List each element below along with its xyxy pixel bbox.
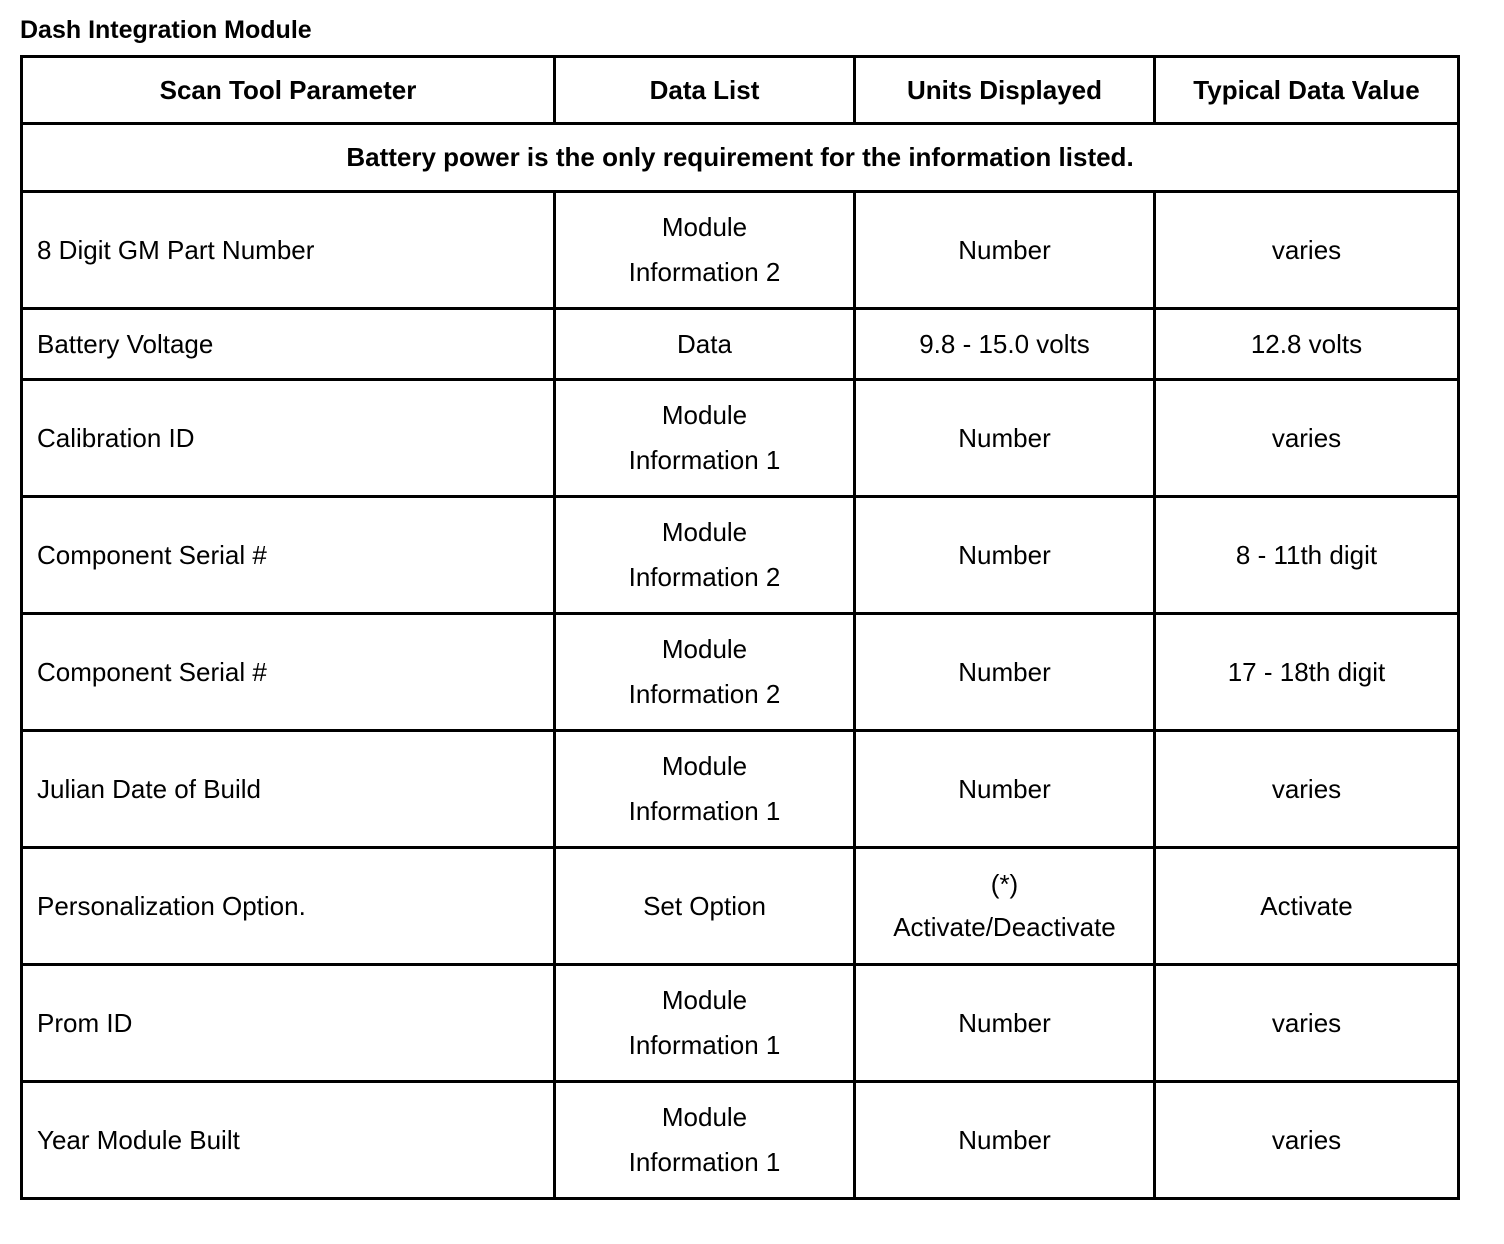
cell-units: Number <box>855 965 1155 1082</box>
header-units-displayed: Units Displayed <box>855 57 1155 124</box>
data-list-line: Module <box>661 751 748 781</box>
cell-parameter: 8 Digit GM Part Number <box>22 192 555 309</box>
note-row <box>22 124 1459 192</box>
cell-data-list <box>555 614 855 731</box>
cell-data-list <box>555 965 855 1082</box>
cell-data-list: Data <box>555 309 855 380</box>
data-list-line: Information 2 <box>628 679 781 709</box>
cell-units: 9.8 - 15.0 volts <box>855 309 1155 380</box>
cell-data-list <box>555 192 855 309</box>
cell-typical: varies <box>1155 380 1459 497</box>
parameter-table <box>20 55 1460 1200</box>
requirement-note: Battery power is the only requirement for the information listed. <box>22 124 1459 192</box>
cell-typical: varies <box>1155 965 1459 1082</box>
cell-units: Number <box>855 614 1155 731</box>
data-list-line: Module <box>661 517 748 547</box>
cell-typical: 17 - 18th digit <box>1155 614 1459 731</box>
table-header-row <box>22 57 1459 124</box>
cell-units: Number <box>855 497 1155 614</box>
table-row <box>22 848 1459 965</box>
data-list-line: Information 1 <box>628 1147 781 1177</box>
data-list-line: Module <box>661 985 748 1015</box>
table-row <box>22 380 1459 497</box>
data-list-line: Module <box>661 634 748 664</box>
data-list-line: Information 1 <box>628 445 781 475</box>
units-line: Activate/Deactivate <box>893 911 1116 942</box>
header-typical-data-value: Typical Data Value <box>1155 57 1459 124</box>
data-list-line: Module <box>661 400 748 430</box>
cell-typical: varies <box>1155 731 1459 848</box>
data-list-line: Module <box>661 212 748 242</box>
data-list-line: Module <box>661 1102 748 1132</box>
units-block <box>893 863 1116 949</box>
data-list-line: Information 2 <box>628 562 781 592</box>
header-scan-tool-parameter: Scan Tool Parameter <box>22 57 555 124</box>
header-data-list: Data List <box>555 57 855 124</box>
units-line: (*) <box>990 868 1019 899</box>
cell-typical: 8 - 11th digit <box>1155 497 1459 614</box>
cell-parameter: Prom ID <box>22 965 555 1082</box>
cell-parameter: Year Module Built <box>22 1082 555 1199</box>
cell-data-list <box>555 497 855 614</box>
data-list-line: Information 1 <box>628 1030 781 1060</box>
cell-typical: varies <box>1155 1082 1459 1199</box>
cell-data-list <box>555 380 855 497</box>
table-row <box>22 614 1459 731</box>
cell-units: Number <box>855 731 1155 848</box>
cell-units: Number <box>855 380 1155 497</box>
cell-typical: 12.8 volts <box>1155 309 1459 380</box>
document-title: Dash Integration Module <box>20 16 312 44</box>
table-row <box>22 731 1459 848</box>
data-list-line: Information 1 <box>628 796 781 826</box>
table-row <box>22 965 1459 1082</box>
table-row <box>22 309 1459 380</box>
data-list-line: Information 2 <box>628 257 781 287</box>
cell-parameter: Component Serial # <box>22 614 555 731</box>
cell-typical: varies <box>1155 192 1459 309</box>
cell-parameter: Calibration ID <box>22 380 555 497</box>
cell-typical: Activate <box>1155 848 1459 965</box>
cell-parameter: Julian Date of Build <box>22 731 555 848</box>
table-row <box>22 497 1459 614</box>
cell-units <box>855 848 1155 965</box>
cell-data-list <box>555 731 855 848</box>
cell-units: Number <box>855 192 1155 309</box>
cell-units: Number <box>855 1082 1155 1199</box>
table-row <box>22 1082 1459 1199</box>
cell-parameter: Battery Voltage <box>22 309 555 380</box>
cell-data-list <box>555 1082 855 1199</box>
cell-data-list: Set Option <box>555 848 855 965</box>
cell-parameter: Component Serial # <box>22 497 555 614</box>
table-row <box>22 192 1459 309</box>
cell-parameter: Personalization Option. <box>22 848 555 965</box>
